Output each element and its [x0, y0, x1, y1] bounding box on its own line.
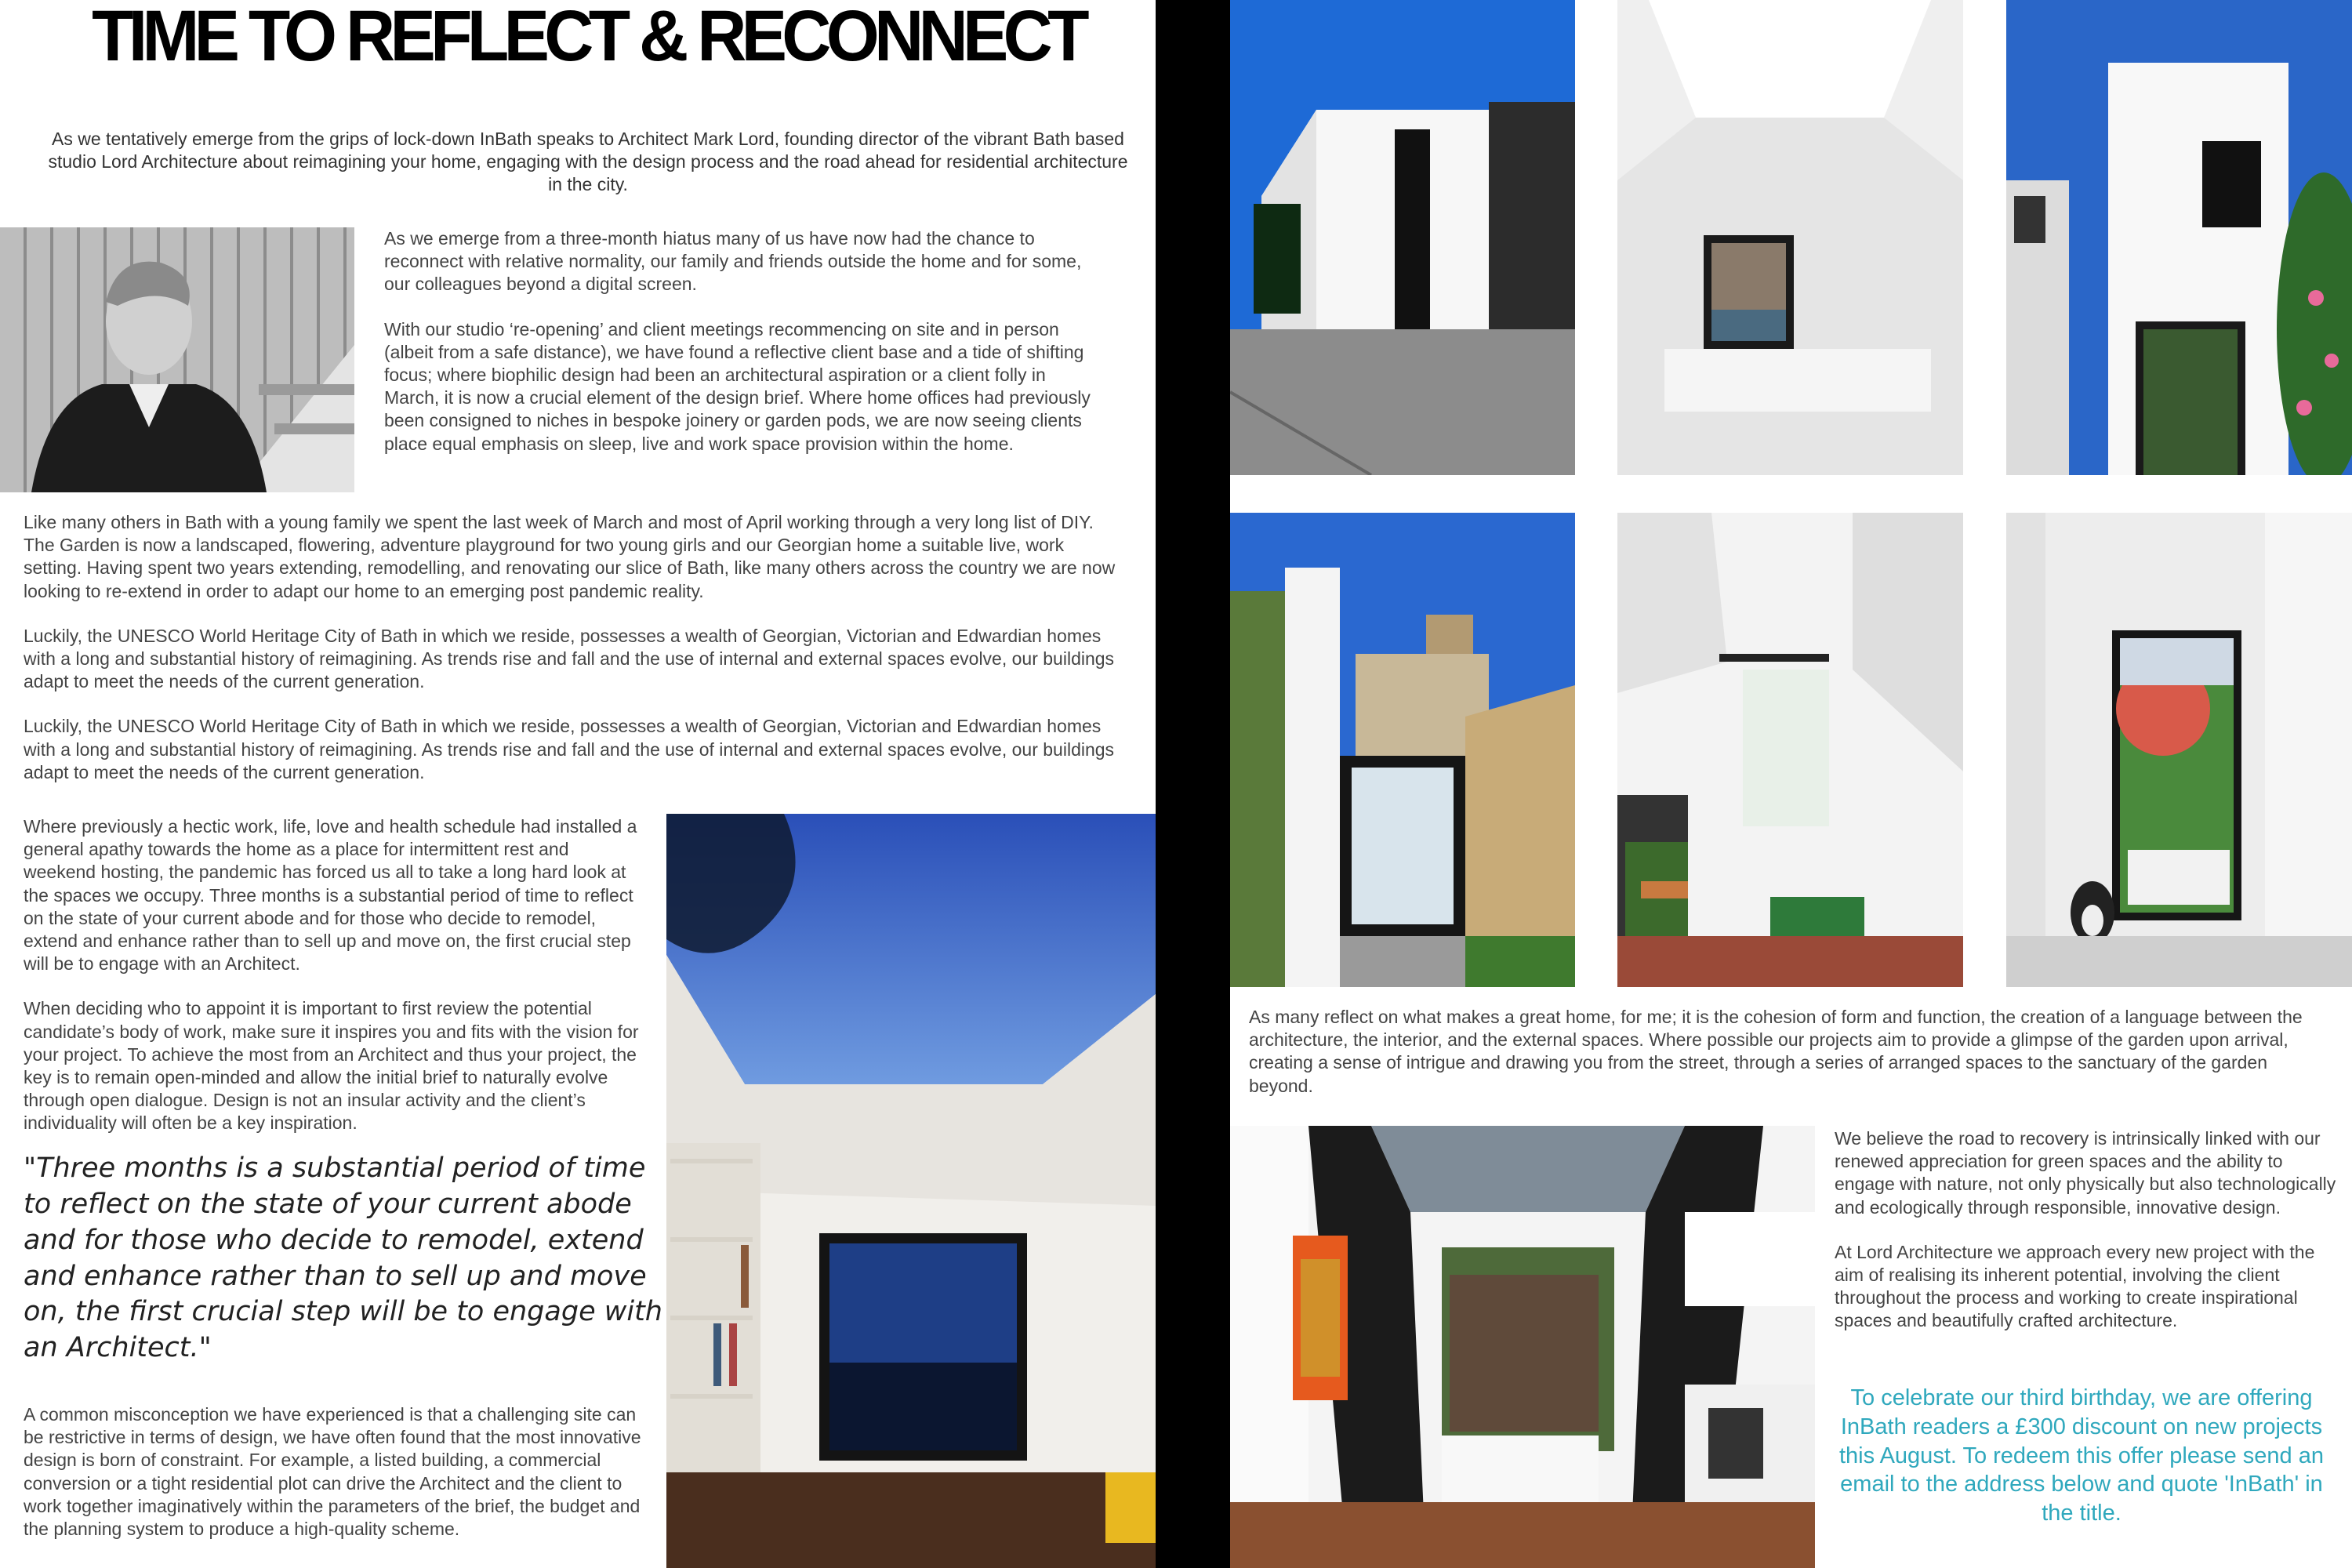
column-top-text — [384, 227, 1094, 477]
right-mid-text: As many reflect on what makes a great home, for me; it is the cohesion of form and function, the creation of a language between the architecture, the interior, and the external spaces. Where possible our projects aim to provide a glimpse of the garden upon arrival, creating a sense of intrigue and drawing you from the street, through a series of arranged spaces to the sanctuary of the garden beyond. — [1249, 1007, 2303, 1096]
paragraph: We believe the road to recovery is intrinsically linked with our renewed appreciation for green spaces and the ability to engage with nature, not only physically but also technologically and ecologically through responsible, innovative design. — [1835, 1128, 2336, 1218]
column-left-text — [24, 815, 643, 1157]
column-bottom-text: A common misconception we have experienced is that a challenging site can be restrictive in terms of design, we have often found that the most innovative design is born of constraint. For example, a listed building, a commercial conversion or a tight residential plot can drive the Architect and the client to work together imaginatively within the parameters of the brief, the budget and the planning system to produce a high-quality scheme. — [24, 1404, 641, 1540]
paragraph: At Lord Architecture we approach every new project with the aim of realising its inherent potential, involving the client throughout the process and working to create inspirational spaces and beautifully crafted architecture. — [1835, 1241, 2315, 1331]
paragraph: Luckily, the UNESCO World Heritage City of Bath in which we reside, possesses a wealth of Georgian, Victorian and Edwardian homes with a long and substantial history of reimagining. As trends rise and fall and the use of internal and external spaces evolve, our buildings adapt to meet the needs of the current generation. — [24, 716, 1115, 782]
portrait-photo — [0, 227, 354, 492]
intro-paragraph: As we tentatively emerge from the grips of lock-down InBath speaks to Architect Mark Lord, founding director of the vibrant Bath based studio Lord Architecture about reimagining your home, engaging with the design process and the road ahead for residential architecture in the city. — [48, 129, 1128, 194]
page-spine — [1156, 0, 1230, 1568]
kitchen-roof-light-photo — [1617, 513, 1963, 987]
paragraph: As we emerge from a three-month hiatus many of us have now had the chance to reconnect with relative normality, our family and friends outside the home and for some, our colleagues beyond a digital screen. — [384, 228, 1082, 295]
skylight-photo — [666, 814, 1156, 1568]
paragraph: With our studio ‘re-opening’ and client meetings recommencing on site and in person (albeit from a safe distance), we have found a reflective client base and a tide of shifting focus; where biophilic design had been an architectural aspiration or a client folly in March, it is now a crucial element of the design brief. Where home offices had previously been consigned to niches in bespoke joinery or garden pods, we are now seeing clients place equal emphasis on sleep, live and work space provision within the home. — [384, 318, 1091, 454]
column-wide-text — [24, 511, 1121, 806]
rear-facade-photo — [2006, 0, 2352, 475]
page-title: TIME TO REFLECT & RECONNECT — [92, 0, 1084, 76]
paragraph: Like many others in Bath with a young family we spent the last week of March and most of April working through a very long list of DIY. The Garden is now a landscaped, flowering, adventure playground for two young girls and our Georgian home a suitable live, work setting. Having spent two years extending, remodelling, and renovating our slice of Bath, like many others across the country we are now looking to re-extend in order to adapt our home to an emerging post pandemic reality. — [24, 512, 1116, 601]
kitchen-glass-roof-photo — [1230, 1126, 1815, 1568]
courtyard-glass-link-photo — [1230, 513, 1575, 987]
paragraph: Where previously a hectic work, life, love and health schedule had installed a general apathy towards the home as a place for intermittent rest and weekend hosting, the pandemic has forced us all to take a long hard look at the spaces we occupy. Three months is a substantial period of time to reflect on the state of your current abode and for those who decide to remodel, extend and enhance rather than to sell up and move on, the first crucial step will be to engage with an Architect. — [24, 816, 637, 975]
right-column-text — [1835, 1127, 2336, 1355]
paragraph: Luckily, the UNESCO World Heritage City of Bath in which we reside, possesses a wealth of Georgian, Victorian and Edwardian homes with a long and substantial history of reimagining. As trends rise and fall and the use of internal and external spaces evolve, our buildings adapt to meet the needs of the current generation. — [24, 625, 1115, 692]
pull-quote: "Three months is a substantial period of time to reflect on the state of your current abode and for those who decide to remodel, extend and enhance rather than to sell up and move on, the first crucial step will be to engage with an Architect." — [24, 1152, 662, 1364]
birthday-offer: To celebrate our third birthday, we are offering InBath readers a £300 discount on new projects this August. To redeem this offer please send an email to the address below and quote 'InBath' in the title. — [1839, 1385, 2324, 1526]
exterior-white-box-photo — [1230, 0, 1575, 475]
hallway-garden-dog-photo — [2006, 513, 2352, 987]
interior-window-seat-photo — [1617, 0, 1963, 475]
paragraph: When deciding who to appoint it is important to first review the potential candidate’s body of work, make sure it inspires you and fits with the vision for your project. To achieve the most from an Architect and thus your project, the key is to remain open-minded and allow the initial brief to naturally evolve through open dialogue. Design is not an insular activity and the client’s individuality will often be a key inspiration. — [24, 998, 639, 1134]
